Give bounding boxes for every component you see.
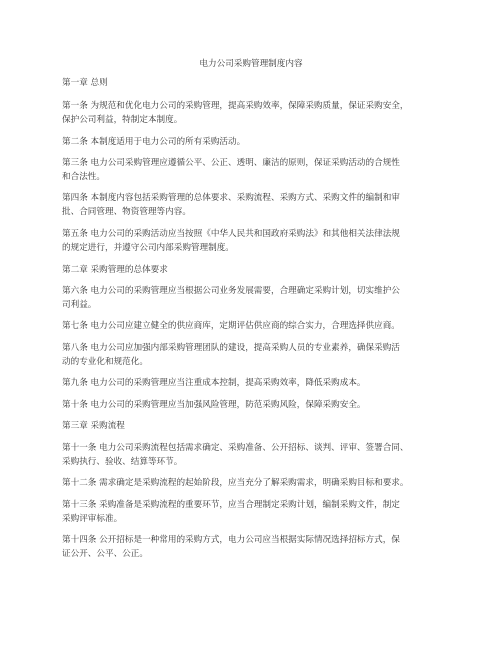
article-paragraph: 第六条 电力公司的采购管理应当根据公司业务发展需要，合理确定采购计划，切实维护公 司利益。 [62, 286, 400, 310]
article-paragraph: 第五条 电力公司的采购活动应当按照《中华人民共和国政府采购法》和其他相关法律法规 的规定进行，并遵守公司内部采购管理制度。 [62, 229, 400, 253]
article-paragraph: 第一条 为规范和优化电力公司的采购管理，提高采购效率，保障采购质量，保证采购安全， 保护公司利益，特制定本制度。 [62, 101, 409, 125]
article-paragraph: 第八条 电力公司应加强内部采购管理团队的建设，提高采购人员的专业素养，确保采购活 动的专业化和规范化。 [62, 343, 400, 367]
chapter-heading: 第三章 采购流程 [62, 421, 125, 431]
chapter-heading: 第二章 采购管理的总体要求 [62, 265, 168, 275]
article-paragraph: 第七条 电力公司应建立健全的供应商库，定期评估供应商的综合实力，合理选择供应商。 [62, 321, 400, 331]
article-paragraph: 第四条 本制度内容包括采购管理的总体要求、采购流程、采购方式、采购文件的编制和审 批、合同管理、物资管理等内容。 [62, 193, 400, 217]
article-paragraph: 第十一条 电力公司采购流程包括需求确定、采购准备、公开招标、谈判、评审、签署合同、 采购执行、验收、结算等环节。 [62, 443, 409, 467]
article-paragraph: 第十三条 采购准备是采购流程的重要环节，应当合理制定采购计划，编制采购文件，制定 采购评审标准。 [62, 500, 400, 524]
chapter-heading: 第一章 总则 [62, 78, 108, 88]
article-paragraph: 第三条 电力公司采购管理应遵循公平、公正、透明、廉洁的原则，保证采购活动的合规性 和合法性。 [62, 158, 400, 182]
article-paragraph: 第二条 本制度适用于电力公司的所有采购活动。 [62, 137, 246, 147]
document-title: 电力公司采购管理制度内容 [199, 59, 303, 69]
article-paragraph: 第九条 电力公司的采购管理应当注重成本控制，提高采购效率，降低采购成本。 [62, 378, 366, 388]
article-paragraph: 第十二条 需求确定是采购流程的起始阶段，应当充分了解采购需求，明确采购目标和要求。 [62, 478, 409, 488]
article-paragraph: 第十四条 公开招标是一种常用的采购方式，电力公司应当根据实际情况选择招标方式，保 证公开、公平、公正。 [62, 535, 400, 559]
article-paragraph: 第十条 电力公司的采购管理应当加强风险管理，防范采购风险，保障采购安全。 [62, 400, 366, 410]
